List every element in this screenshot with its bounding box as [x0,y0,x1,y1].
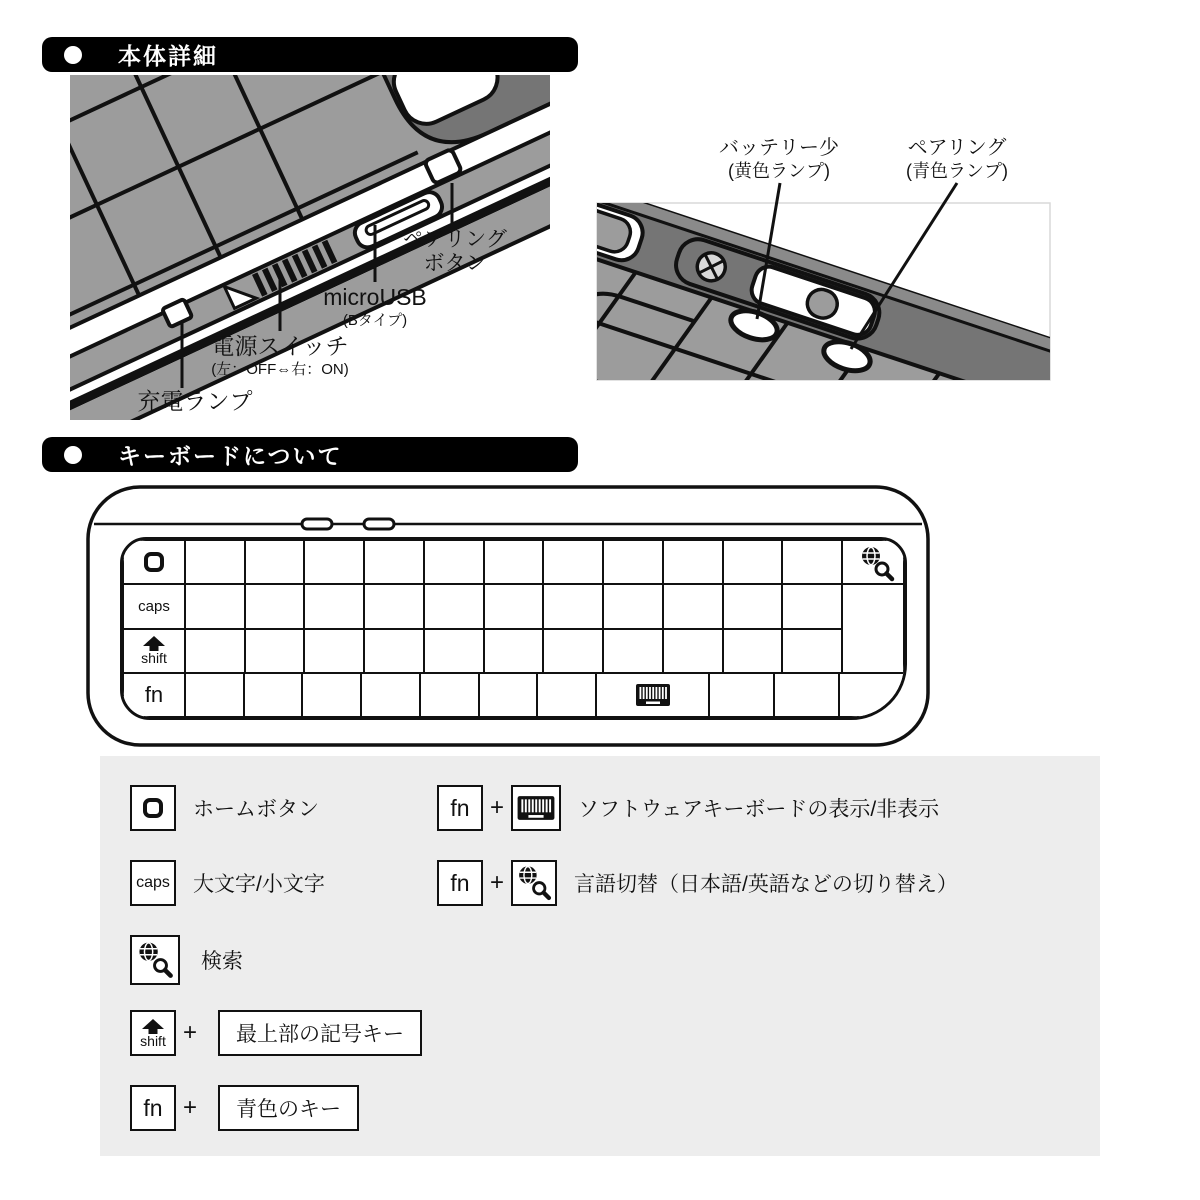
plus-sign: + [490,794,505,821]
key-blank [364,584,424,628]
key-shift: shift [123,629,185,673]
label-pairing-lamp: ペアリング (青色ランプ) [906,137,1008,181]
key-blank [484,540,544,584]
key-blank [839,673,904,717]
globe-search-icon [851,545,899,585]
label-pairing-button: ペアリング ボタン [403,228,507,276]
key-blank [364,629,424,673]
keyboard-illustration [80,478,935,748]
section-title: キーボードについて [118,443,343,469]
key-area [120,537,907,720]
magnifier-icon [155,960,171,976]
key-blank [782,584,842,628]
key-blank [603,540,663,584]
key-blank [245,540,305,584]
section-header-body-details [42,37,578,72]
key-blank [484,584,544,628]
key-blank [663,584,723,628]
key-blank [663,629,723,673]
key-legend-panel [100,756,1100,1156]
keyboard-row-1 [123,540,904,584]
key-blank [782,629,842,673]
key-blank [424,584,484,628]
key-blank [543,629,603,673]
key-blank [774,673,839,717]
key-blank [304,584,364,628]
key-caps: caps [123,584,185,628]
legend-fn-combo [130,1085,359,1131]
search-key [130,935,180,985]
fn-key: fn [130,1085,176,1131]
search-key [511,860,557,906]
globe-icon [862,547,880,565]
key-blank [420,673,479,717]
key-blank [709,673,774,717]
keyboard-row-3 [123,629,904,673]
key-fn: fn [123,673,185,717]
globe-search-icon [513,862,555,904]
globe-search-icon [133,938,177,982]
bullet-icon [64,46,82,64]
keyboard-icon [635,683,671,707]
key-blank [537,673,596,717]
key-blank [244,673,303,717]
key-blank [185,673,244,717]
key-enter [842,584,904,628]
shift-key: shift [130,1010,176,1056]
fn-key: fn [437,785,483,831]
key-blank [484,629,544,673]
key-enter [842,629,904,673]
key-search [842,540,904,584]
key-blank [364,540,424,584]
magnifier-icon [876,563,892,579]
key-blank [663,540,723,584]
key-blank [185,584,245,628]
shift-arrow-icon [141,1019,165,1034]
key-software-keyboard [596,673,709,717]
key-blank [603,629,663,673]
section-title: 本体詳細 [118,43,218,69]
label-micro-usb: microUSB (Bタイプ) [323,284,427,330]
legend-language: fn + 言語切替（日本語/英語などの切り替え） [437,860,958,906]
home-icon [144,552,164,572]
key-blank [245,629,305,673]
home-icon [143,798,163,818]
plus-sign: + [490,869,505,896]
keyboard-icon [516,795,556,821]
hinge-slot [302,519,332,529]
magnifier-icon [534,883,549,898]
label-battery-low: バッテリー少 (黄色ランプ) [719,137,839,181]
globe-icon [519,866,537,884]
legend-home: ホームボタン [130,785,319,831]
key-blank [424,629,484,673]
key-blank [723,629,783,673]
fn-key: fn [437,860,483,906]
keyboard-row-4 [123,673,904,717]
section-header-keyboard [42,437,578,472]
key-blank [424,540,484,584]
symbol-keys-box: 最上部の記号キー [218,1010,422,1056]
keyboard-row-2 [123,584,904,628]
key-blank [782,540,842,584]
shift-arrow-icon [142,636,166,651]
legend-software-keyboard: fn + ソフトウェアキーボードの表示/非表示 [437,785,939,831]
key-blank [723,584,783,628]
legend-caps: caps 大文字/小文字 [130,860,325,906]
key-blank [185,540,245,584]
blue-keys-box: 青色のキー [218,1085,359,1131]
key-blank [245,584,305,628]
hinge-slot [364,519,394,529]
label-power-switch: 電源スイッチ (左：OFF⇔右：ON) [211,333,349,379]
globe-icon [139,943,157,961]
home-key [130,785,176,831]
key-blank [302,673,361,717]
key-blank [304,629,364,673]
key-blank [603,584,663,628]
label-charge-lamp: 充電ランプ [137,388,253,414]
key-blank [185,629,245,673]
legend-search: 検索 [130,935,243,985]
bullet-icon [64,446,82,464]
key-blank [304,540,364,584]
software-keyboard-key [511,785,561,831]
key-blank [479,673,538,717]
key-blank [543,584,603,628]
key-blank [543,540,603,584]
key-blank [723,540,783,584]
key-home [123,540,185,584]
caps-key: caps [130,860,176,906]
key-blank [361,673,420,717]
plus-sign: + [183,1019,198,1046]
legend-shift-combo [130,1010,422,1056]
plus-sign: + [183,1094,198,1121]
